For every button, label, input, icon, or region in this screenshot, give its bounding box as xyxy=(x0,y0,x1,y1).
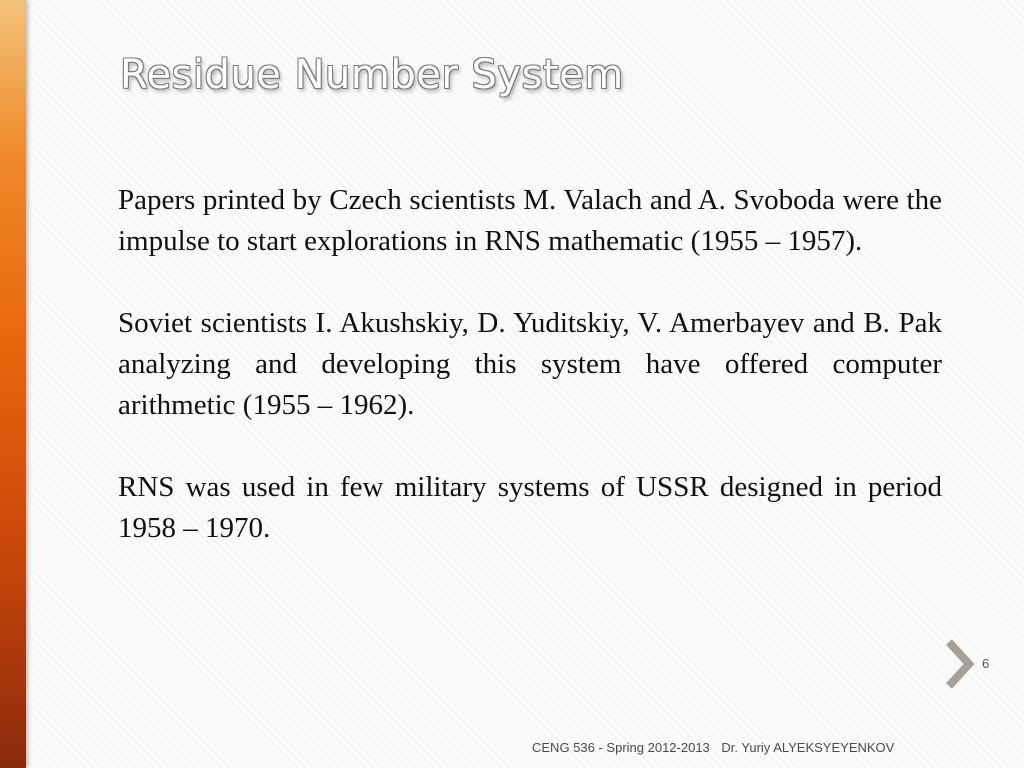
footer-course: CENG 536 - Spring 2012-2013 xyxy=(532,740,710,755)
page-number: 6 xyxy=(982,656,990,671)
footer-author: Dr. Yuriy ALYEKSYEYENKOV xyxy=(721,740,895,755)
paragraph-military-systems: RNS was used in few military systems of USSR designed in period 1958 – 1970. xyxy=(118,471,942,544)
slide-body xyxy=(118,180,942,590)
chevron-right-icon[interactable] xyxy=(945,638,975,690)
slide-title: Residue Number System xyxy=(120,52,624,98)
accent-bar xyxy=(0,0,26,768)
paragraph-czech-scientists: Papers printed by Czech scientists M. Valach and A. Svoboda were the impulse to start explorations in RNS mathematic (1955 – 1957). xyxy=(118,184,942,257)
paragraph-soviet-scientists: Soviet scientists I. Akushskiy, D. Yuditskiy, V. Amerbayev and B. Pak analyzing and developing this system have offered computer arithmetic (1955 – 1962). xyxy=(118,307,942,421)
footer xyxy=(532,740,894,755)
